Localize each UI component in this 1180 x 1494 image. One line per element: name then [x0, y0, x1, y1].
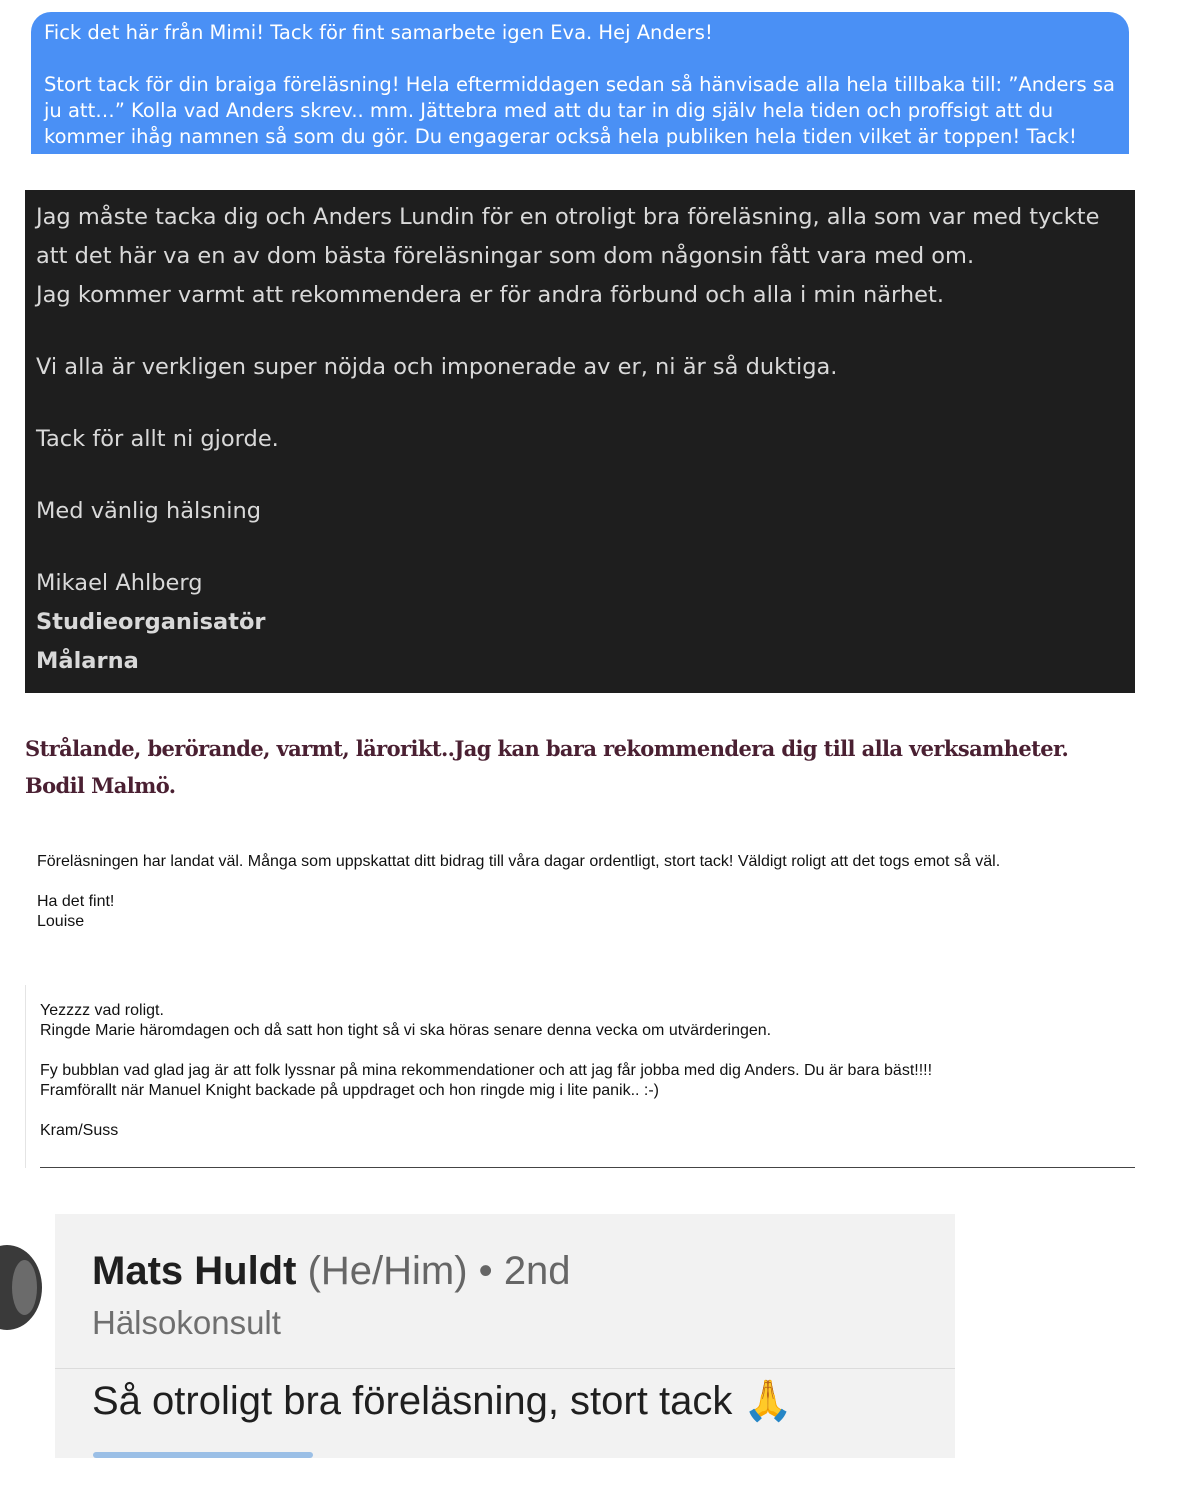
email-suss	[25, 985, 1135, 1168]
bubble-line: kommer ihåg namnen så som du gör. Du engagerar också hela publiken hela tiden vilket är toppen! Tack!	[44, 125, 1077, 148]
divider	[40, 1167, 1135, 1168]
email-signoff: Kram/Suss	[40, 1122, 119, 1139]
email-sender: Louise	[37, 913, 85, 930]
connection-degree: 2nd	[503, 1249, 571, 1293]
sender-name: Mikael Ahlberg	[36, 570, 203, 596]
avatar[interactable]	[0, 1245, 42, 1330]
email-signoff: Ha det fint!	[37, 893, 115, 910]
email-line: Framförallt när Manuel Knight backade på uppdraget och hon ringde mig i lite panik.. :-)	[40, 1082, 660, 1099]
email-line: Tack för allt ni gjorde.	[36, 426, 279, 452]
email-line: Ringde Marie häromdagen och då satt hon tight så vi ska höras senare denna vecka om utvärderingen.	[40, 1022, 772, 1039]
email-greeting: Med vänlig hälsning	[36, 498, 262, 524]
commenter-name[interactable]: Mats Huldt	[92, 1249, 297, 1293]
email-line: Jag kommer varmt att rekommendera er för andra förbund och alla i min närhet.	[36, 282, 944, 308]
email-line: att det här va en av dom bästa föreläsningar som dom någonsin fått vara med om.	[36, 243, 975, 269]
chat-bubble	[31, 12, 1129, 154]
bubble-line: Fick det här från Mimi! Tack för fint samarbete igen Eva. Hej Anders!	[44, 21, 713, 44]
email-line: Yezzzz vad roligt.	[40, 1002, 164, 1019]
sender-title: Studieorganisatör	[36, 609, 266, 635]
email-line: Vi alla är verkligen super nöjda och imponerade av er, ni är så duktiga.	[36, 354, 838, 380]
testimonial-quote	[25, 730, 1165, 804]
quote-author: Bodil Malmö.	[25, 773, 176, 798]
quote-text: Strålande, berörande, varmt, lärorikt..Jag kan bara rekommendera dig till alla verksamheter.	[25, 736, 1069, 761]
separator-dot: •	[478, 1249, 493, 1293]
dark-email	[25, 190, 1135, 693]
divider	[55, 1368, 955, 1369]
email-louise	[37, 852, 1147, 932]
email-body: Föreläsningen har landat väl. Många som uppskattat ditt bidrag till våra dagar ordentligt, stort tack! Väldigt roligt att det togs emot så väl.	[37, 853, 1001, 870]
email-line: Fy bubblan vad glad jag är att folk lyssnar på mina rekommendationer och att jag får jobba med dig Anders. Du är bara bäst!!!!	[40, 1062, 933, 1079]
linkedin-comment	[55, 1214, 955, 1458]
email-line: Jag måste tacka dig och Anders Lundin för en otroligt bra föreläsning, alla som var med tyckte	[36, 204, 1100, 230]
comment-text: Så otroligt bra föreläsning, stort tack 🙏	[92, 1379, 794, 1423]
sender-org: Målarna	[36, 648, 139, 674]
bubble-line: Stort tack för din braiga föreläsning! Hela eftermiddagen sedan så hänvisade alla hela tillbaka till: ”Anders sa	[44, 73, 1115, 96]
comment-header	[92, 1247, 571, 1295]
commenter-pronouns: (He/Him)	[307, 1249, 468, 1293]
truncated-link[interactable]	[93, 1452, 313, 1458]
bubble-line: ju att…” Kolla vad Anders skrev.. mm. Jättebra med att du tar in dig själv hela tiden och proffsigt att du	[44, 99, 1054, 122]
commenter-headline: Hälsokonsult	[92, 1304, 281, 1341]
